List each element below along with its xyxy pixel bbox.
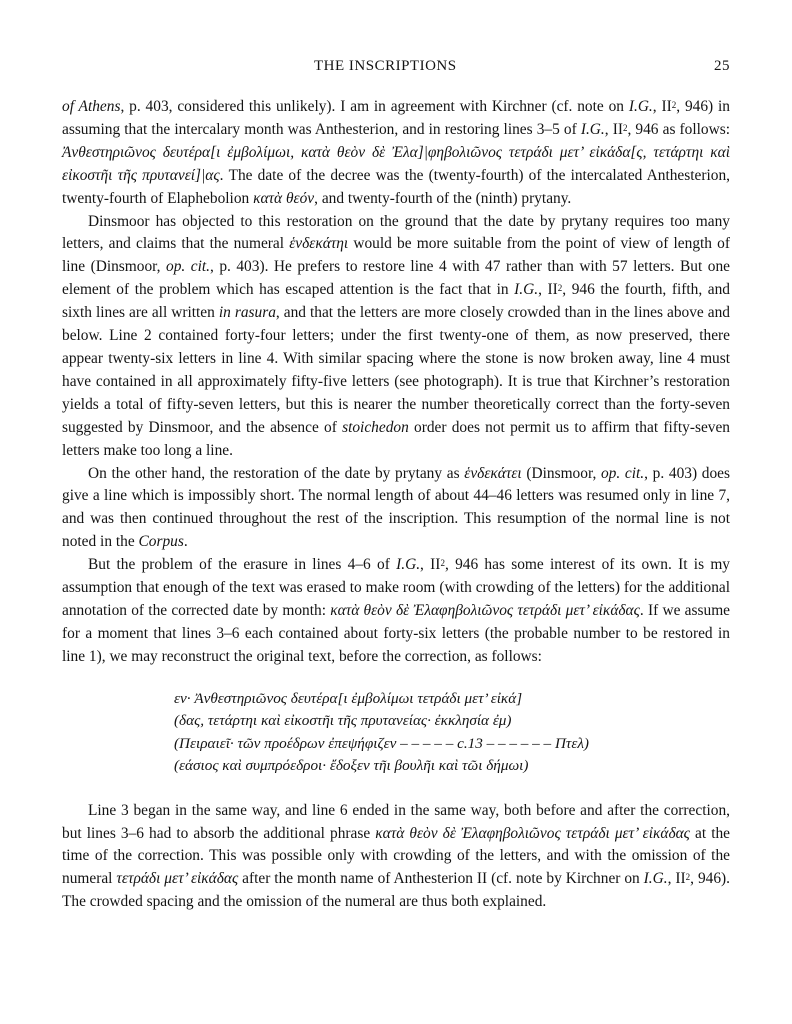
paragraph-1: of Athens, p. 403, considered this unlikely). I am in agreement with Kirchner (cf. note on I.G., $II^2$, 946) in assuming that the intercalary month was Anthesterion, and in restoring lines 3–5 of I.G., $II^2$, 946 as follows: Ἀνθεστηριῶνος δευτέρα[ι ἐμβολίμωι, κατὰ θεὸν δὲ Ἐλα]|φηβολιῶνος τετράδι μετ’ εἰκάδα[ς, τετάρτηι καὶ εἰκοστῆι τῆς πρυτανεί]|ας. The date of the decree was the (twenty-fourth) of the intercalated Anthesterion, twenty-fourth of Elaphebolion κατὰ θεόν, and twenty-fourth of the (ninth) prytany. <box>62 98 730 207</box>
paragraph-4: But the problem of the erasure in lines 4–6 of I.G., $II^2$, 946 has some interest of its own. It is my assumption that enough of the text was erased to make room (with crowding of the letters) for the additional annotation of the corrected date by month: κατὰ θεὸν δὲ Ἐλαφηβολιῶνος τετράδι μετ’ εἰκάδας. If we assume for a moment that lines 3–6 each contained about forty-six letters (the probable number to be restored in line 1), we may reconstruct the original text, before the correction, as follows: <box>62 556 730 665</box>
greek-line-3: (Πειραιεῖ· τῶν προέδρων ἐπεψήφιζεν – – – – – c.13 – – – – – – Πτελ) <box>174 734 589 752</box>
greek-line-2: (δας, τετάρτηι καὶ εἰκοστῆι τῆς πρυτανείας· ἐκκλησία ἐμ) <box>174 712 512 730</box>
greek-reconstruction-block <box>174 688 730 778</box>
page <box>62 58 730 911</box>
running-title: THE INSCRIPTIONS <box>314 58 457 74</box>
paragraph-5: Line 3 began in the same way, and line 6 ended in the same way, both before and after the correction, but lines 3–6 had to absorb the additional phrase κατὰ θεὸν δὲ Ἐλαφηβολιῶνος τετράδι μετ’ εἰκάδας at the time of the correction. This was possible only with crowding of the letters, and with the omission of the numeral τετράδι μετ’ εἰκάδας after the month name of Anthesterion II (cf. note by Kirchner on I.G., $II^2$, 946). The crowded spacing and the omission of the numeral are thus both explained. <box>62 801 730 911</box>
paragraph-2: Dinsmoor has objected to this restoration on the ground that the date by prytany requires too many letters, and claims that the numeral ἑνδεκάτηι would be more suitable from the point of view of length of line (Dinsmoor, op. cit., p. 403). He prefers to restore line 4 with 47 rather than with 57 letters. But one element of the problem which has escaped attention is the fact that in I.G., $II^2$, 946 the fourth, fifth, and sixth lines are all written in rasura, and that the letters are more closely crowded than in the lines above and below. Line 2 contained forty-four letters; under the first twenty-one of them, as now preserved, there appear twenty-six letters in line 4. With similar spacing where the stone is now broken away, line 4 must have contained in all approximately fifty-five letters (see photograph). It is true that Kirchner’s restoration yields a total of fifty-seven letters, but this is nearer the number theoretically correct than the forty-seven suggested by Dinsmoor, and the absence of stoichedon order does not permit us to affirm that fifty-seven letters make too long a line. <box>62 212 730 459</box>
running-header <box>62 58 730 80</box>
greek-line-1: εν· Ἀνθεστηριῶνος δευτέρα[ι ἐμβολίμωι τετράδι μετ’ εἰκά] <box>174 689 523 707</box>
paragraph-3: On the other hand, the restoration of the date by prytany as ἑνδεκάτει (Dinsmoor, op. cit., p. 403) does give a line which is impossibly short. The normal length of about 44–46 letters was resumed only in line 7, and was then continued throughout the rest of the inscription. This resumption of the normal line is not noted in the Corpus. <box>62 464 730 551</box>
body-text <box>62 96 730 914</box>
page-number: 25 <box>714 58 730 74</box>
greek-line-4: (εάσιος καὶ συμπρόεδροι· ἔδοξεν τῆι βουλῆι καὶ τῶι δήμωι) <box>174 757 529 775</box>
